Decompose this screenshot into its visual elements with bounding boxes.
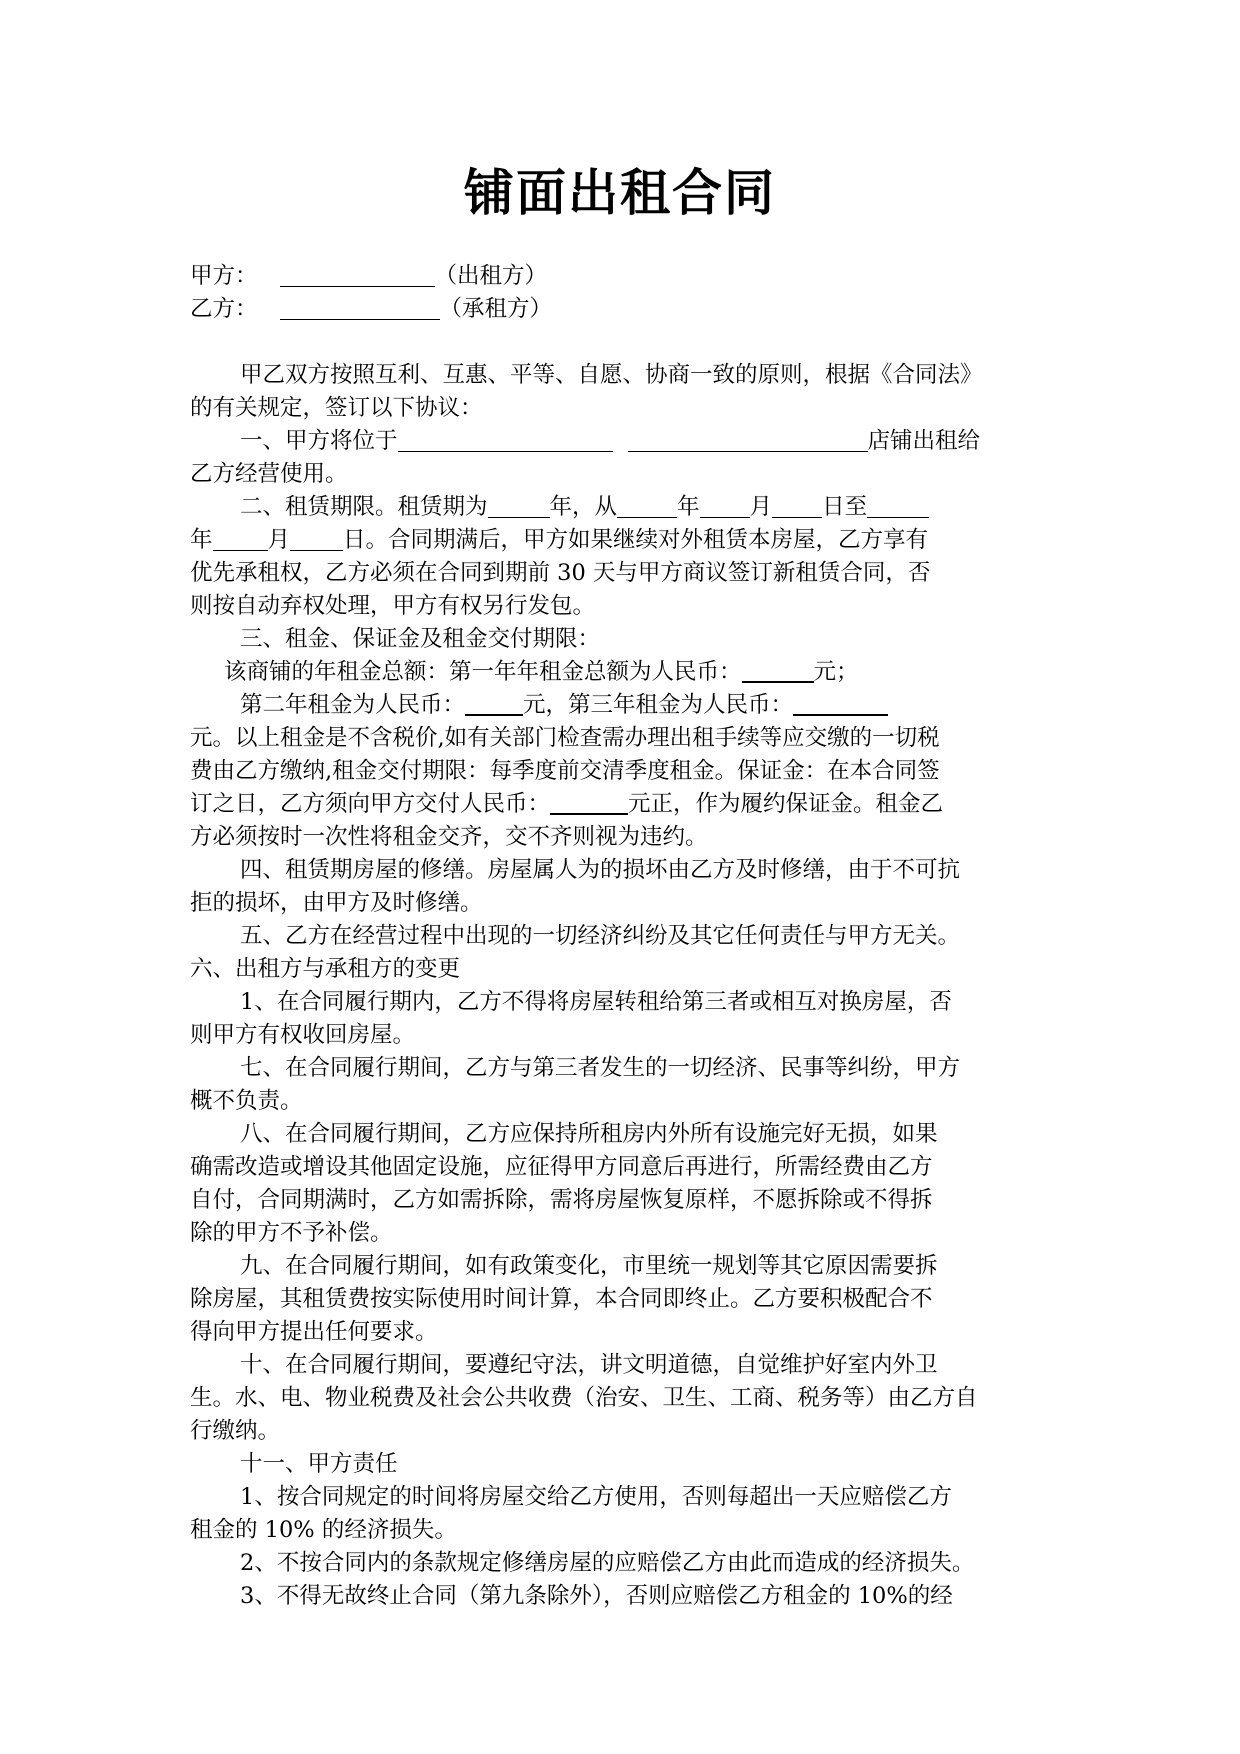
party-b-label: 乙方： [190,296,258,322]
clause-2-text-m: 月 [749,494,773,520]
party-a-label: 甲方： [190,263,258,289]
clause-7-line-1: 七、在合同履行期间，乙方与第三者发生的一切经济、民事等纠纷，甲方 [240,1055,961,1081]
clause-3-heading: 三、租金、保证金及租金交付期限： [240,626,601,652]
clause-4-line-2: 拒的损坏，由甲方及时修缮。 [190,890,483,916]
party-a-line [190,260,1050,293]
clause-9-line-1: 九、在合同履行期间，如有政策变化，市里统一规划等其它原因需要拆 [240,1253,938,1279]
clause-1-line-2: 乙方经营使用。 [190,461,348,487]
clause-8-line-2: 确需改造或增设其他固定设施，应征得甲方同意后再进行，所需经费由乙方 [190,1154,933,1180]
clause-7-line-2: 概不负责。 [190,1088,303,1114]
intro-line-2: 的有关规定，签订以下协议： [190,395,483,421]
clause-11-item-1-line-2: 租金的 10% 的经济损失。 [190,1517,457,1543]
clause-3-text-b: 第二年租金为人民币： [240,692,466,718]
clause-5: 五、乙方在经营过程中出现的一切经济纠纷及其它任何责任与甲方无关。 [240,923,961,949]
clause-1-text-a: 一、甲方将位于 [240,428,398,454]
clause-2-text-rest: 日。合同期满后，甲方如果继续对外租赁本房屋，乙方享有 [343,527,929,553]
party-b-line [190,293,1050,326]
document-title: 铺面出租合同 [464,163,776,222]
clause-1-line-1 [190,425,1050,458]
clause-10-line-3: 行缴纳。 [190,1418,281,1444]
end-day-blank[interactable] [290,526,343,551]
clause-3-line-5 [190,788,1050,821]
clause-2-line-3: 优先承租权，乙方必须在合同到期前 30 天与甲方商议签订新租赁合同，否 [190,560,931,586]
party-b-role: （承租方） [439,296,553,322]
document-body [190,260,1050,1613]
clause-3-text-a: 该商铺的年租金总额：第一年年租金总额为人民币： [224,659,742,685]
clause-1-text-b: 店铺出租给 [867,428,981,454]
clause-2-text-a: 二、租赁期限。租赁期为 [240,494,488,520]
clause-9-line-3: 得向甲方提出任何要求。 [190,1319,438,1345]
clause-10-line-2: 生。水、电、物业税费及社会公共收费（治安、卫生、工商、税务等）由乙方自 [190,1385,978,1411]
end-year-blank[interactable] [867,493,929,518]
clause-2-text-end-y: 年 [190,527,213,553]
clause-3-line-1 [190,656,1050,689]
first-year-rent-blank[interactable] [742,657,814,683]
lease-years-blank[interactable] [488,493,550,518]
clause-1-location-blank-2[interactable] [628,427,868,452]
start-month-blank[interactable] [700,493,750,518]
deposit-blank[interactable] [550,789,628,815]
clause-2-line-1 [190,491,1050,524]
clause-2-text-y: 年 [677,494,700,520]
clause-3-text-b-mid: 元，第三年租金为人民币： [523,692,794,718]
clause-3-text-e-end: 元正，作为履约保证金。租金乙 [628,791,944,817]
clause-11-item-3: 3、不得无故终止合同（第九条除外），否则应赔偿乙方租金的 10%的经 [240,1583,953,1609]
clause-6-heading: 六、出租方与承租方的变更 [190,956,461,982]
clause-3-line-6: 方必须按时一次性将租金交齐，交不齐则视为违约。 [190,824,708,850]
clause-3-line-3: 元。以上租金是不含税价,如有关部门检查需办理出租手续等应交缴的一切税 [190,725,940,751]
clause-6-line-1: 1、在合同履行期内，乙方不得将房屋转租给第三者或相互对换房屋，否 [240,989,952,1015]
party-b-blank[interactable] [280,295,440,320]
clause-8-line-4: 除的甲方不予补偿。 [190,1220,393,1246]
spacer [190,326,1050,359]
start-day-blank[interactable] [772,493,822,518]
clause-1-location-blank-1[interactable] [398,427,613,452]
clause-9-line-2: 除房屋，其租赁费按实际使用时间计算，本合同即终止。乙方要积极配合不 [190,1286,933,1312]
clause-2-line-4: 则按自动弃权处理，甲方有权另行发包。 [190,593,596,619]
clause-8-line-1: 八、在合同履行期间，乙方应保持所租房内外所有设施完好无损，如果 [240,1121,938,1147]
clause-10-line-1: 十、在合同履行期间，要遵纪守法，讲文明道德，自觉维护好室内外卫 [240,1352,938,1378]
clause-4-line-1: 四、租赁期房屋的修缮。房屋属人为的损坏由乙方及时修缮，由于不可抗 [240,857,961,883]
clause-3-text-a-end: 元； [813,659,859,685]
end-month-blank[interactable] [213,526,268,551]
party-a-blank[interactable] [280,262,435,287]
party-a-role: （出租方） [434,263,548,289]
clause-8-line-3: 自付，合同期满时，乙方如需拆除，需将房屋恢复原样，不愿拆除或不得拆 [190,1187,933,1213]
clause-2-text-to: 日至 [822,494,868,520]
clause-11-heading: 十一、甲方责任 [240,1451,398,1477]
start-year-blank[interactable] [617,493,677,518]
clause-3-text-e: 订之日，乙方须向甲方交付人民币： [190,791,551,817]
clause-2-line-2 [190,524,1050,557]
second-year-rent-blank[interactable] [465,690,523,716]
intro-line-1: 甲乙双方按照互利、互惠、平等、自愿、协商一致的原则，根据《合同法》 [240,362,983,388]
third-year-rent-blank[interactable] [793,690,888,716]
clause-11-item-2: 2、不按合同内的条款规定修缮房屋的应赔偿乙方由此而造成的经济损失。 [240,1550,975,1576]
clause-2-text-year: 年，从 [549,494,618,520]
clause-3-line-2 [190,689,1050,722]
clause-2-text-end-m: 月 [267,527,291,553]
clause-3-line-4: 费由乙方缴纳,租金交付期限：每季度前交清季度租金。保证金：在本合同签 [190,758,940,784]
clause-6-line-2: 则甲方有权收回房屋。 [190,1022,416,1048]
clause-11-item-1-line-1: 1、按合同规定的时间将房屋交给乙方使用，否则每超出一天应赔偿乙方 [240,1484,952,1510]
